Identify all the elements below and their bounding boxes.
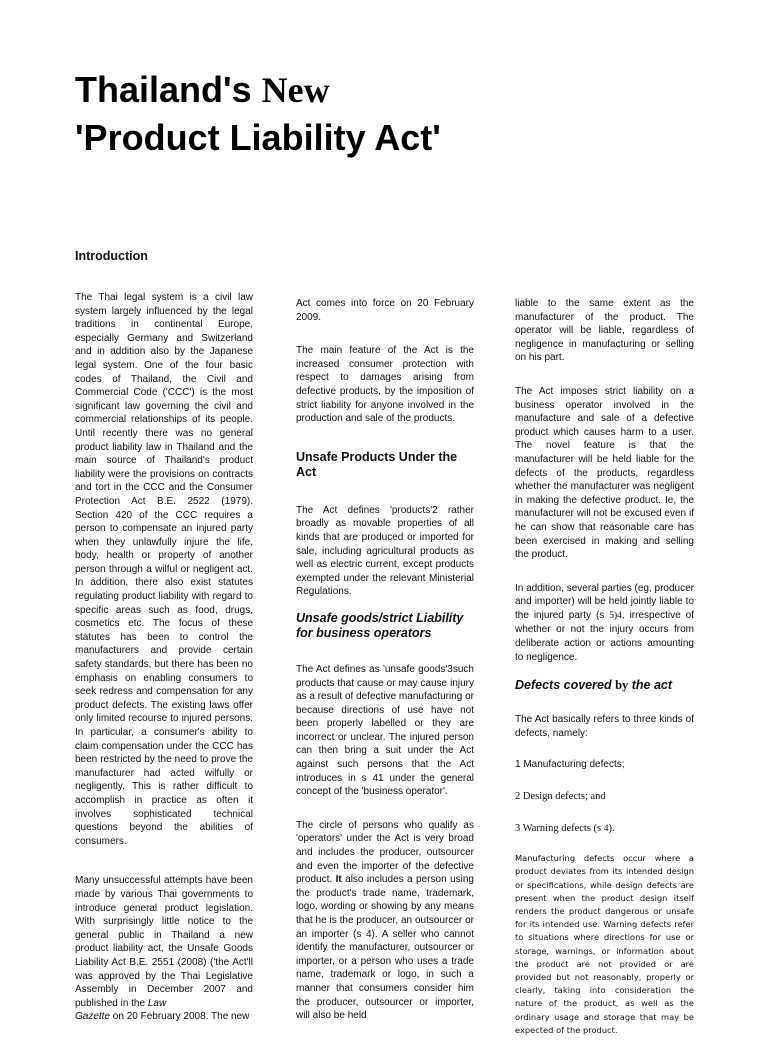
defects-covered-heading: Defects covered by the act [515, 678, 673, 693]
intro-paragraph-1: The Thai legal system is a civil law system largely influenced by the legal traditions in continental Europe, especially Germany and Switzerland and in addition also by the Japanese legal system. One of the four basic codes of Thailand, the Civil and Commercial Code ('CCC') is the most significant law governing the civil and commercial relationships of its people. Until recently there was no general product liability law in Thailand and the main source of Thailand's product liability were the provisions on contracts and tort in the CCC and the Consumer Protection Act B.E. 2522 (1979). Section 420 of the CCC requires a person to compensate an injured party when they unlawfully injure the life, body, health or property of another person through a wilful or negligent act. In addition, there also exist statutes regulating product liability with regard to specific areas such as food, drugs, cosmetics etc. The focus of these statutes has been to control the manufacturers and provide certain safety standards, but there has been no emphasis on enabling consumers to seek redress and compensation for any product defects. The existing laws offer only limited recourse to injured persons. In particular, a consumer's ability to claim compensation under the CCC has been restricted by the need to prove the manufacturer had acted wilfully or negligently. This is rather difficult to accomplish in practice as often it involves sophisticated technical questions beyond the abilities of consumers. [75, 292, 253, 847]
operators-circle-paragraph: The circle of persons who qualify as 'operators' under the Act is very broad and includes the producer, outsourcer and even the importer of the defective product. It also includes a person using the product's trade name, trademark, logo, wording or showing by any means that he is the producer, an outsourcer or an importer (s 4). A seller who cannot identify the manufacturer, outsourcer or importer, or a person who uses a trade name, trademark or logo, in such a manner that consumers consider him the producer, outsourcer or importer, will also be held [296, 819, 474, 1022]
liable-paragraph: liable to the same extent as the manufacturer of the product. The operator will be liable, regardless of negligence in manufacturing or selling on his part. [515, 298, 694, 364]
unsafe-goods-paragraph: The Act defines as 'unsafe goods'3such products that cause or may cause injury as a result of defective manufacturing or because directions of use have not been properly labelled or they are incorrect or unclear. The injured person can then bring a suit under the Act against such persons that the Act introduces in s 41 under the general concept of the 'business operator'. [296, 663, 474, 798]
defect-item-1: 1 Manufacturing defects; [515, 759, 625, 771]
products-definition-paragraph: The Act defines 'products'2 rather broadly as movable properties of all kinds that are produced or imported for sale, including agricultural products as well as electric current, except products exempted under the relevant Ministerial Regulations. [296, 504, 474, 598]
page-title [75, 66, 695, 161]
defect-kinds-paragraph: The Act basically refers to three kinds of defects, namely: [515, 714, 694, 739]
law-gazette-law: Law [147, 997, 167, 1009]
strict-liability-paragraph: The Act imposes strict liability on a business operator involved in the manufacture and sale of a defective product which causes harm to a user. The novel feature is that the manufacturer will be held liable for the defects of the products, regardless whether the manufacturer was negligent in making the defective product. Ie, the manufacturer will not be excused even if he can show that reasonable care has been exercised in making and selling the product. [515, 385, 694, 561]
title-line2: 'Product Liability Act' [75, 117, 441, 158]
it-emphasis: It [335, 874, 342, 886]
unsafe-products-heading: Unsafe Products Under the Act [296, 449, 458, 479]
defect-item-3: 3 Warning defects (s 4). [515, 822, 615, 834]
section-ref-5-4: 5)4 [609, 610, 622, 621]
introduction-heading: Introduction [75, 249, 148, 263]
column-2 [296, 297, 474, 1036]
joint-liability-paragraph: In addition, several parties (eg, producer and importer) will be held jointly liable to the injured party (s 5)4, irrespective of whether or not the injury occurs from deliberate action or actions amounting to negligence. [515, 582, 694, 663]
manufacturing-defects-paragraph: Manufacturing defects occur where a product deviates from its intended design or specifications, while design defects are present when the product design itself renders the product dangerous or unsafe for its intended use. Warning defects refer to situations where directions for use or storage, warnings, or information about the product are not provided or are provided but not reasonably, properly or clearly, taking into consideration the nature of the product, as well as the ordinary usage and storage that may be expected of the product. [515, 853, 694, 1035]
act-commencement-paragraph: Act comes into force on 20 February 2009. [296, 298, 474, 323]
column-3 [515, 297, 694, 1051]
intro-paragraph-2: Many unsuccessful attempts have been made by various Thai governments to introduce general product legislation. With surprisingly little notice to the general public in Thailand a new product liability act, the Unsafe Goods Liability Act B.E. 2551 (2008) ('the Act'll was approved by the Thai Legislative Assembly in December 2007 and published in the Law Gazette on 20 February 2008. The new [75, 875, 253, 1023]
strict-liability-heading: Unsafe goods/strict Liability for business operators [296, 610, 464, 640]
main-feature-paragraph: The main feature of the Act is the increased consumer protection with respect to damages arising from defective products, by the imposition of strict liability for anyone involved in the production and sale of the products. [296, 345, 474, 425]
column-1 [75, 291, 253, 1037]
law-gazette-gazette: Gazette [75, 1011, 111, 1023]
title-line1-a: Thailand's [75, 69, 262, 110]
title-line1-b: New [261, 70, 330, 110]
defect-item-2: 2 Design defects; and [515, 791, 606, 803]
